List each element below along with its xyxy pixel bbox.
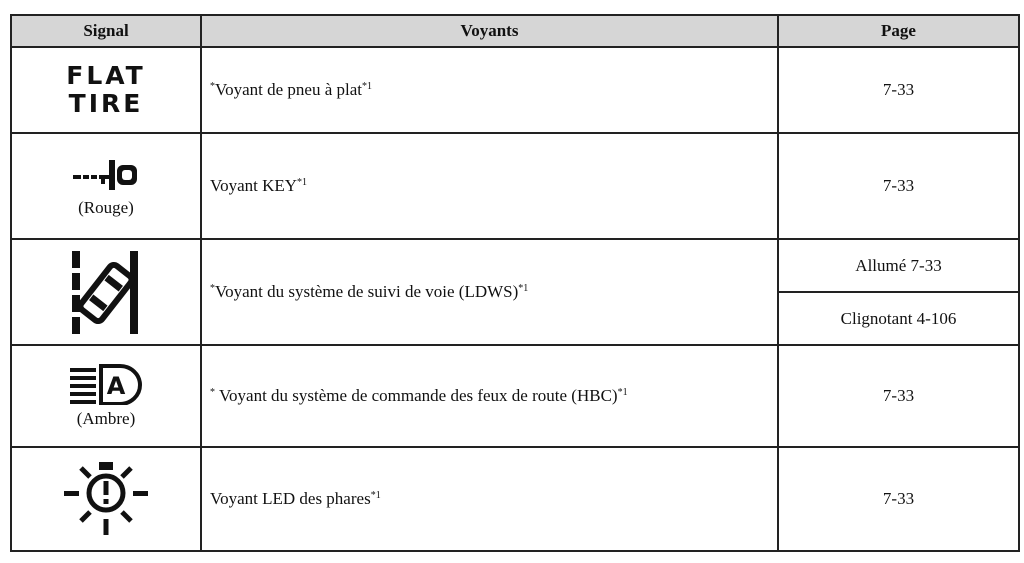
description-cell: * Voyant du système de commande des feux de route (HBC)$^{*1}$	[201, 345, 778, 447]
key-icon	[71, 154, 141, 194]
high-beam-auto-icon	[66, 363, 146, 405]
header-row	[11, 15, 1019, 47]
svg-text:A: A	[106, 372, 126, 400]
flat-tire-icon: FLAT TIRE	[66, 61, 146, 118]
table-row	[11, 239, 1019, 292]
signal-cell	[11, 47, 201, 133]
table-row	[11, 47, 1019, 133]
led-headlight-warning-icon	[61, 459, 151, 539]
table-row	[11, 133, 1019, 239]
page-cell-on: Allumé 7-33	[778, 239, 1019, 292]
signal-cell	[11, 133, 201, 239]
description-text: Voyant du système de commande des feux de route (HBC)	[215, 386, 618, 405]
description-text: Voyant de pneu à plat	[215, 80, 362, 99]
description-cell: *Voyant de pneu à plat$^{*1}$	[201, 47, 778, 133]
description-cell: Voyant LED des phares$^{*1}$	[201, 447, 778, 551]
header-page: Page	[778, 15, 1019, 47]
table-row	[11, 345, 1019, 447]
description-text: Voyant du système de suivi de voie (LDWS)	[215, 282, 519, 301]
table-row	[11, 447, 1019, 551]
description-cell: Voyant KEY$^{*1}$	[201, 133, 778, 239]
lane-departure-icon	[66, 247, 146, 337]
page-cell: 7-33	[778, 447, 1019, 551]
signal-cell	[11, 447, 201, 551]
header-voyants: Voyants	[201, 15, 778, 47]
description-text: Voyant LED des phares	[210, 489, 371, 508]
page-cell: 7-33	[778, 133, 1019, 239]
signal-cell	[11, 239, 201, 345]
signal-cell	[11, 345, 201, 447]
description-text: Voyant KEY	[210, 176, 298, 195]
description-cell: *Voyant du système de suivi de voie (LDWS)$^{*1}$	[201, 239, 778, 345]
page-cell: 7-33	[778, 345, 1019, 447]
page-cell-flashing: Clignotant 4-106	[778, 292, 1019, 345]
color-note: (Rouge)	[78, 198, 134, 217]
color-note: (Ambre)	[76, 409, 136, 428]
warning-lights-table	[10, 14, 1020, 552]
header-signal: Signal	[11, 15, 201, 47]
page-cell: 7-33	[778, 47, 1019, 133]
